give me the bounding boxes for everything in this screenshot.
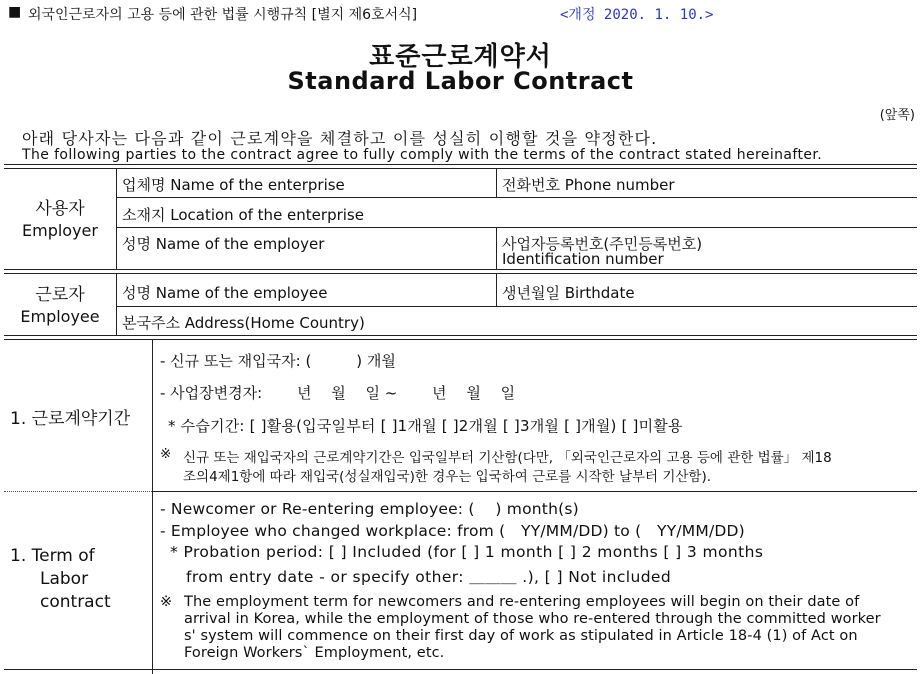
- employee-name-field[interactable]: 성명 Name of the employee: [122, 284, 328, 302]
- birthdate-field[interactable]: 생년월일 Birthdate: [502, 284, 635, 302]
- employer-divider: [116, 168, 117, 270]
- term-note-en-line2: arrival in Korea, while the employment of those who re-entered through the committed worker: [184, 611, 881, 627]
- probation-period-ko[interactable]: * 수습기간: [ ]활용(입국일부터 [ ]1개월 [ ]2개월 [ ]3개월 [ ]개월) [ ]미활용: [168, 417, 683, 435]
- employee-label-en: Employee: [20, 307, 100, 326]
- employee-divider: [116, 274, 117, 336]
- term-dotted-rule-left: [4, 491, 152, 492]
- revision-date: <개정 2020. 1. 10.>: [560, 7, 714, 23]
- employer-row-rule-2: [116, 227, 917, 228]
- title-korean: 표준근로계약서: [369, 42, 552, 72]
- employee-section-label: [4, 284, 116, 328]
- term-label-en-line1: 1. Term of: [10, 546, 95, 566]
- term-newcomer-months-en[interactable]: - Newcomer or Re-entering employee: ( ) month(s): [160, 500, 579, 518]
- intro-korean: 아래 당사자는 다음과 같이 근로계약을 체결하고 이를 성실히 이행할 것을 약정한다.: [22, 129, 658, 148]
- intro-english: The following parties to the contract agree to fully comply with the terms of the contract stated hereinafter.: [22, 147, 823, 163]
- employer-name-field[interactable]: 성명 Name of the employer: [122, 235, 325, 253]
- term-workplace-change-ko[interactable]: - 사업장변경자: 년 월 일 ~ 년 월 일: [160, 384, 516, 402]
- employee-row-rule: [116, 306, 917, 307]
- identification-number-ko[interactable]: 사업자등록번호(주민등록번호): [502, 235, 703, 253]
- term-label-english: [6, 545, 152, 614]
- employee-col-divider: [496, 274, 497, 306]
- term-workplace-change-en[interactable]: - Employee who changed workplace: from ( YY/MM/DD) to ( YY/MM/DD): [160, 522, 745, 540]
- note-mark-ko: ※: [160, 446, 172, 462]
- regulation-reference: 외국인근로자의 고용 등에 관한 법률 시행규칙 [별지 제6호서식]: [28, 7, 418, 23]
- bottom-rule: [4, 669, 917, 670]
- employer-col-divider-1: [496, 168, 497, 198]
- square-bullet-icon: ■: [8, 4, 22, 20]
- term-note-en-line1: The employment term for newcomers and re-entering employees will begin on their date of: [184, 594, 860, 610]
- term-divider: [152, 340, 153, 674]
- note-mark-en: ※: [160, 594, 173, 610]
- home-address-field[interactable]: 본국주소 Address(Home Country): [122, 314, 365, 332]
- title-english: Standard Labor Contract: [287, 67, 634, 95]
- term-note-en-line4: Foreign Workers` Employment, etc.: [184, 645, 445, 661]
- term-label-en-line2: Labor: [40, 569, 89, 589]
- term-newcomer-months-ko[interactable]: - 신규 또는 재입국자: ( ) 개월: [160, 352, 396, 370]
- term-note-ko-line2: 조의4제1항에 따라 재입국(성실재입국)한 경우는 입국하여 근로를 시작한 날부터 기산함).: [183, 469, 712, 485]
- employer-section-label: [4, 198, 116, 242]
- top-double-rule: [4, 164, 917, 169]
- probation-period-en-line2[interactable]: from entry date - or specify other: ＿＿＿ .), [ ] Not included: [186, 568, 672, 586]
- enterprise-location-field[interactable]: 소재지 Location of the enterprise: [122, 206, 364, 224]
- employer-col-divider-2: [496, 227, 497, 270]
- term-note-ko-line1: 신규 또는 재입국자의 근로계약기간은 입국일부터 기산함(다만, 「외국인근로자의 고용 등에 관한 법률」 제18: [183, 450, 832, 466]
- enterprise-name-field[interactable]: 업체명 Name of the enterprise: [122, 176, 345, 194]
- employee-label-ko: 근로자: [35, 285, 85, 305]
- employer-label-en: Employer: [22, 221, 98, 240]
- employer-row-rule-1: [116, 197, 917, 198]
- middle-double-rule: [4, 269, 917, 274]
- probation-period-en-line1[interactable]: * Probation period: [ ] Included (for [ ] 1 month [ ] 2 months [ ] 3 months: [170, 543, 764, 561]
- term-label-en-line3: contract: [40, 592, 111, 612]
- term-label-korean: 1. 근로계약기간: [10, 409, 131, 429]
- employer-label-ko: 사용자: [35, 199, 85, 219]
- page-side-label: (앞쪽): [879, 108, 915, 123]
- identification-number-en: Identification number: [502, 250, 664, 268]
- term-row-rule: [152, 491, 917, 492]
- term-note-en-line3: s' system will commence on their first day of work as stipulated in Article 18-4 (1) of Act on: [184, 628, 858, 644]
- phone-number-field[interactable]: 전화번호 Phone number: [502, 176, 675, 194]
- lower-double-rule: [4, 335, 917, 340]
